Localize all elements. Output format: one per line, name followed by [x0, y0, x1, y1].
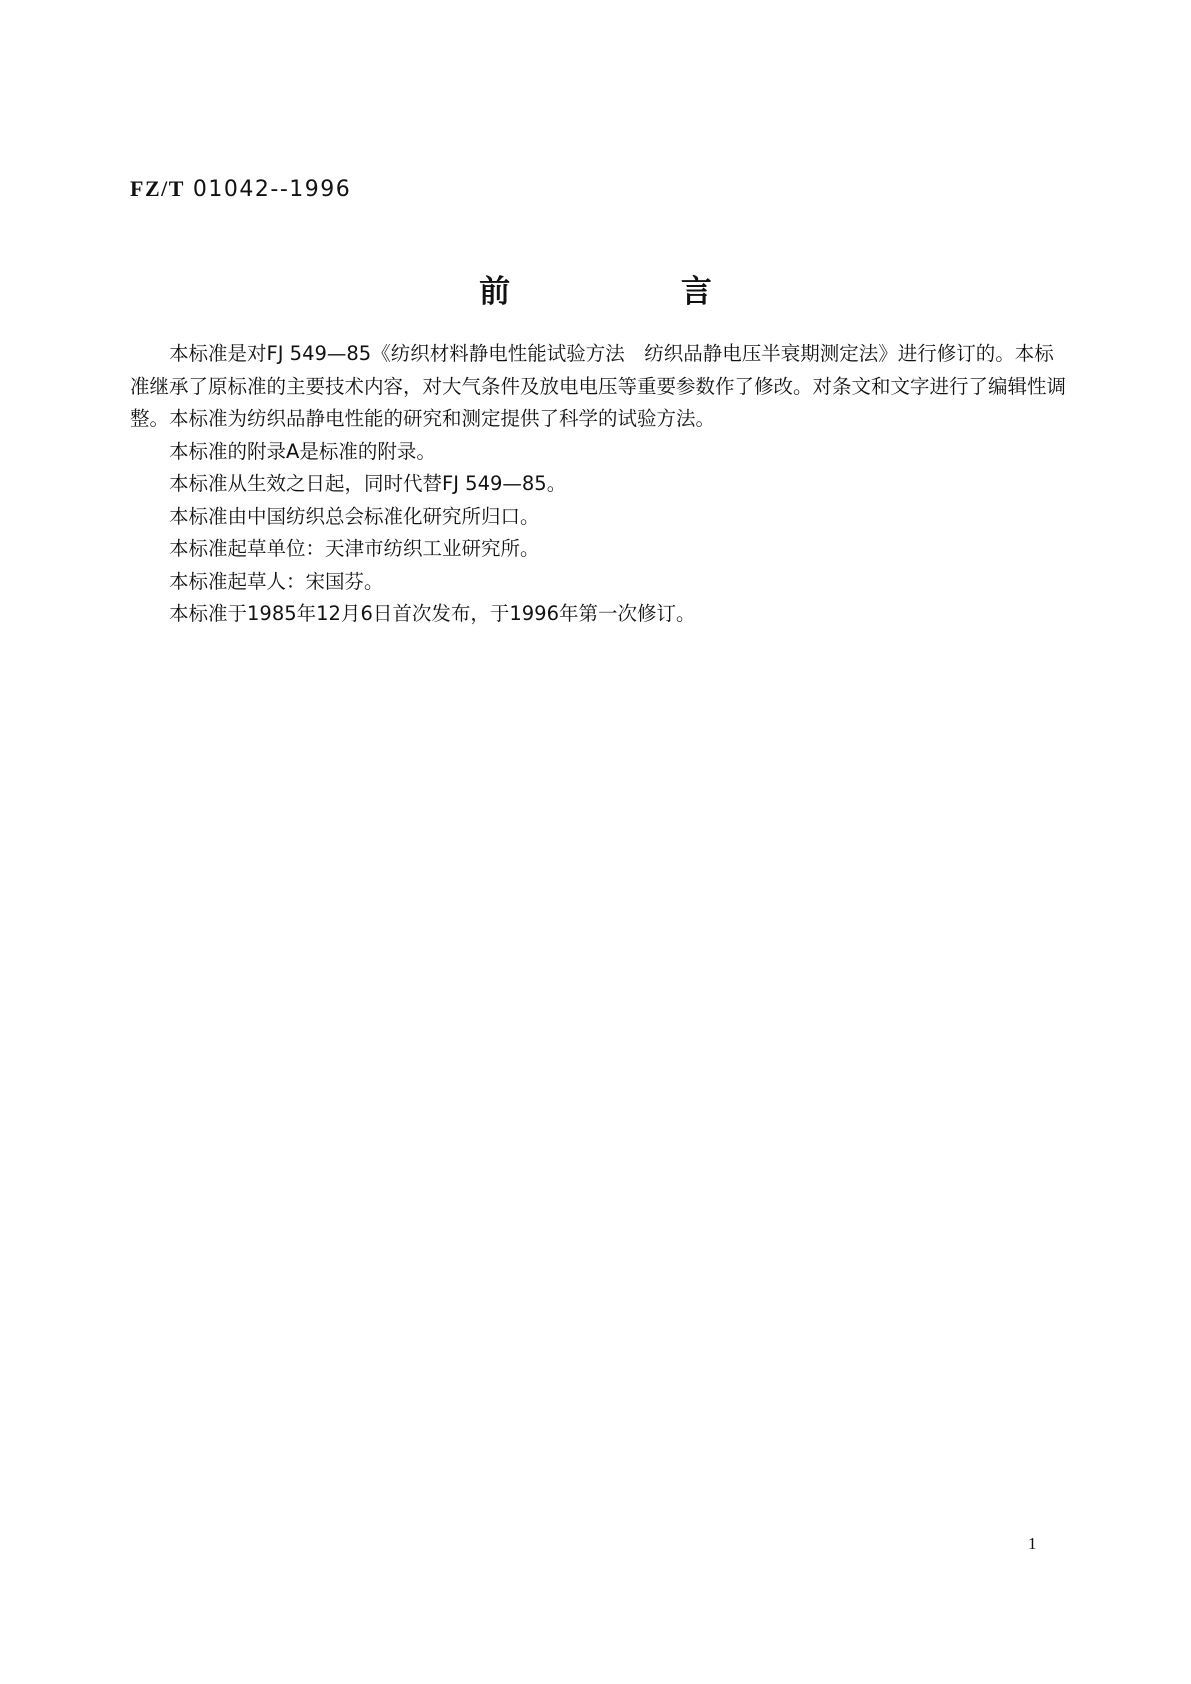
- foreword-paragraph-drafter: 本标准起草人：宋国芬。: [169, 569, 384, 593]
- page-number: 1: [1028, 1534, 1037, 1553]
- standard-code-number: 01042--1996: [192, 177, 352, 202]
- foreword-paragraph-drafting-unit: 本标准起草单位：天津市纺织工业研究所。: [169, 537, 540, 560]
- foreword-paragraph-revision: 本标准是对FJ 549—85《纺织材料静电性能试验方法 纺织品静电压半衰期测定法》进行修订的。本标准继承了原标准的主要技术内容，对大气条件及放电电压等重要参数作了修改。对条文和文字进行了编辑性调整。本标准为纺织品静电性能的研究和测定提供了科学的试验方法。: [130, 342, 1067, 430]
- foreword-body: [130, 338, 1070, 631]
- foreword-paragraph-appendix: 本标准的附录A是标准的附录。: [169, 439, 436, 463]
- standard-code-prefix: FZ/T: [130, 176, 185, 201]
- foreword-paragraph-responsible-body: 本标准由中国纺织总会标准化研究所归口。: [169, 504, 540, 528]
- standard-code: [130, 176, 351, 202]
- foreword-paragraph-publication-history: 本标准于1985年12月6日首次发布，于1996年第一次修订。: [169, 602, 696, 625]
- foreword-paragraph-replacement: 本标准从生效之日起，同时代替FJ 549—85。: [169, 472, 567, 495]
- page-title: 前 言: [479, 274, 792, 310]
